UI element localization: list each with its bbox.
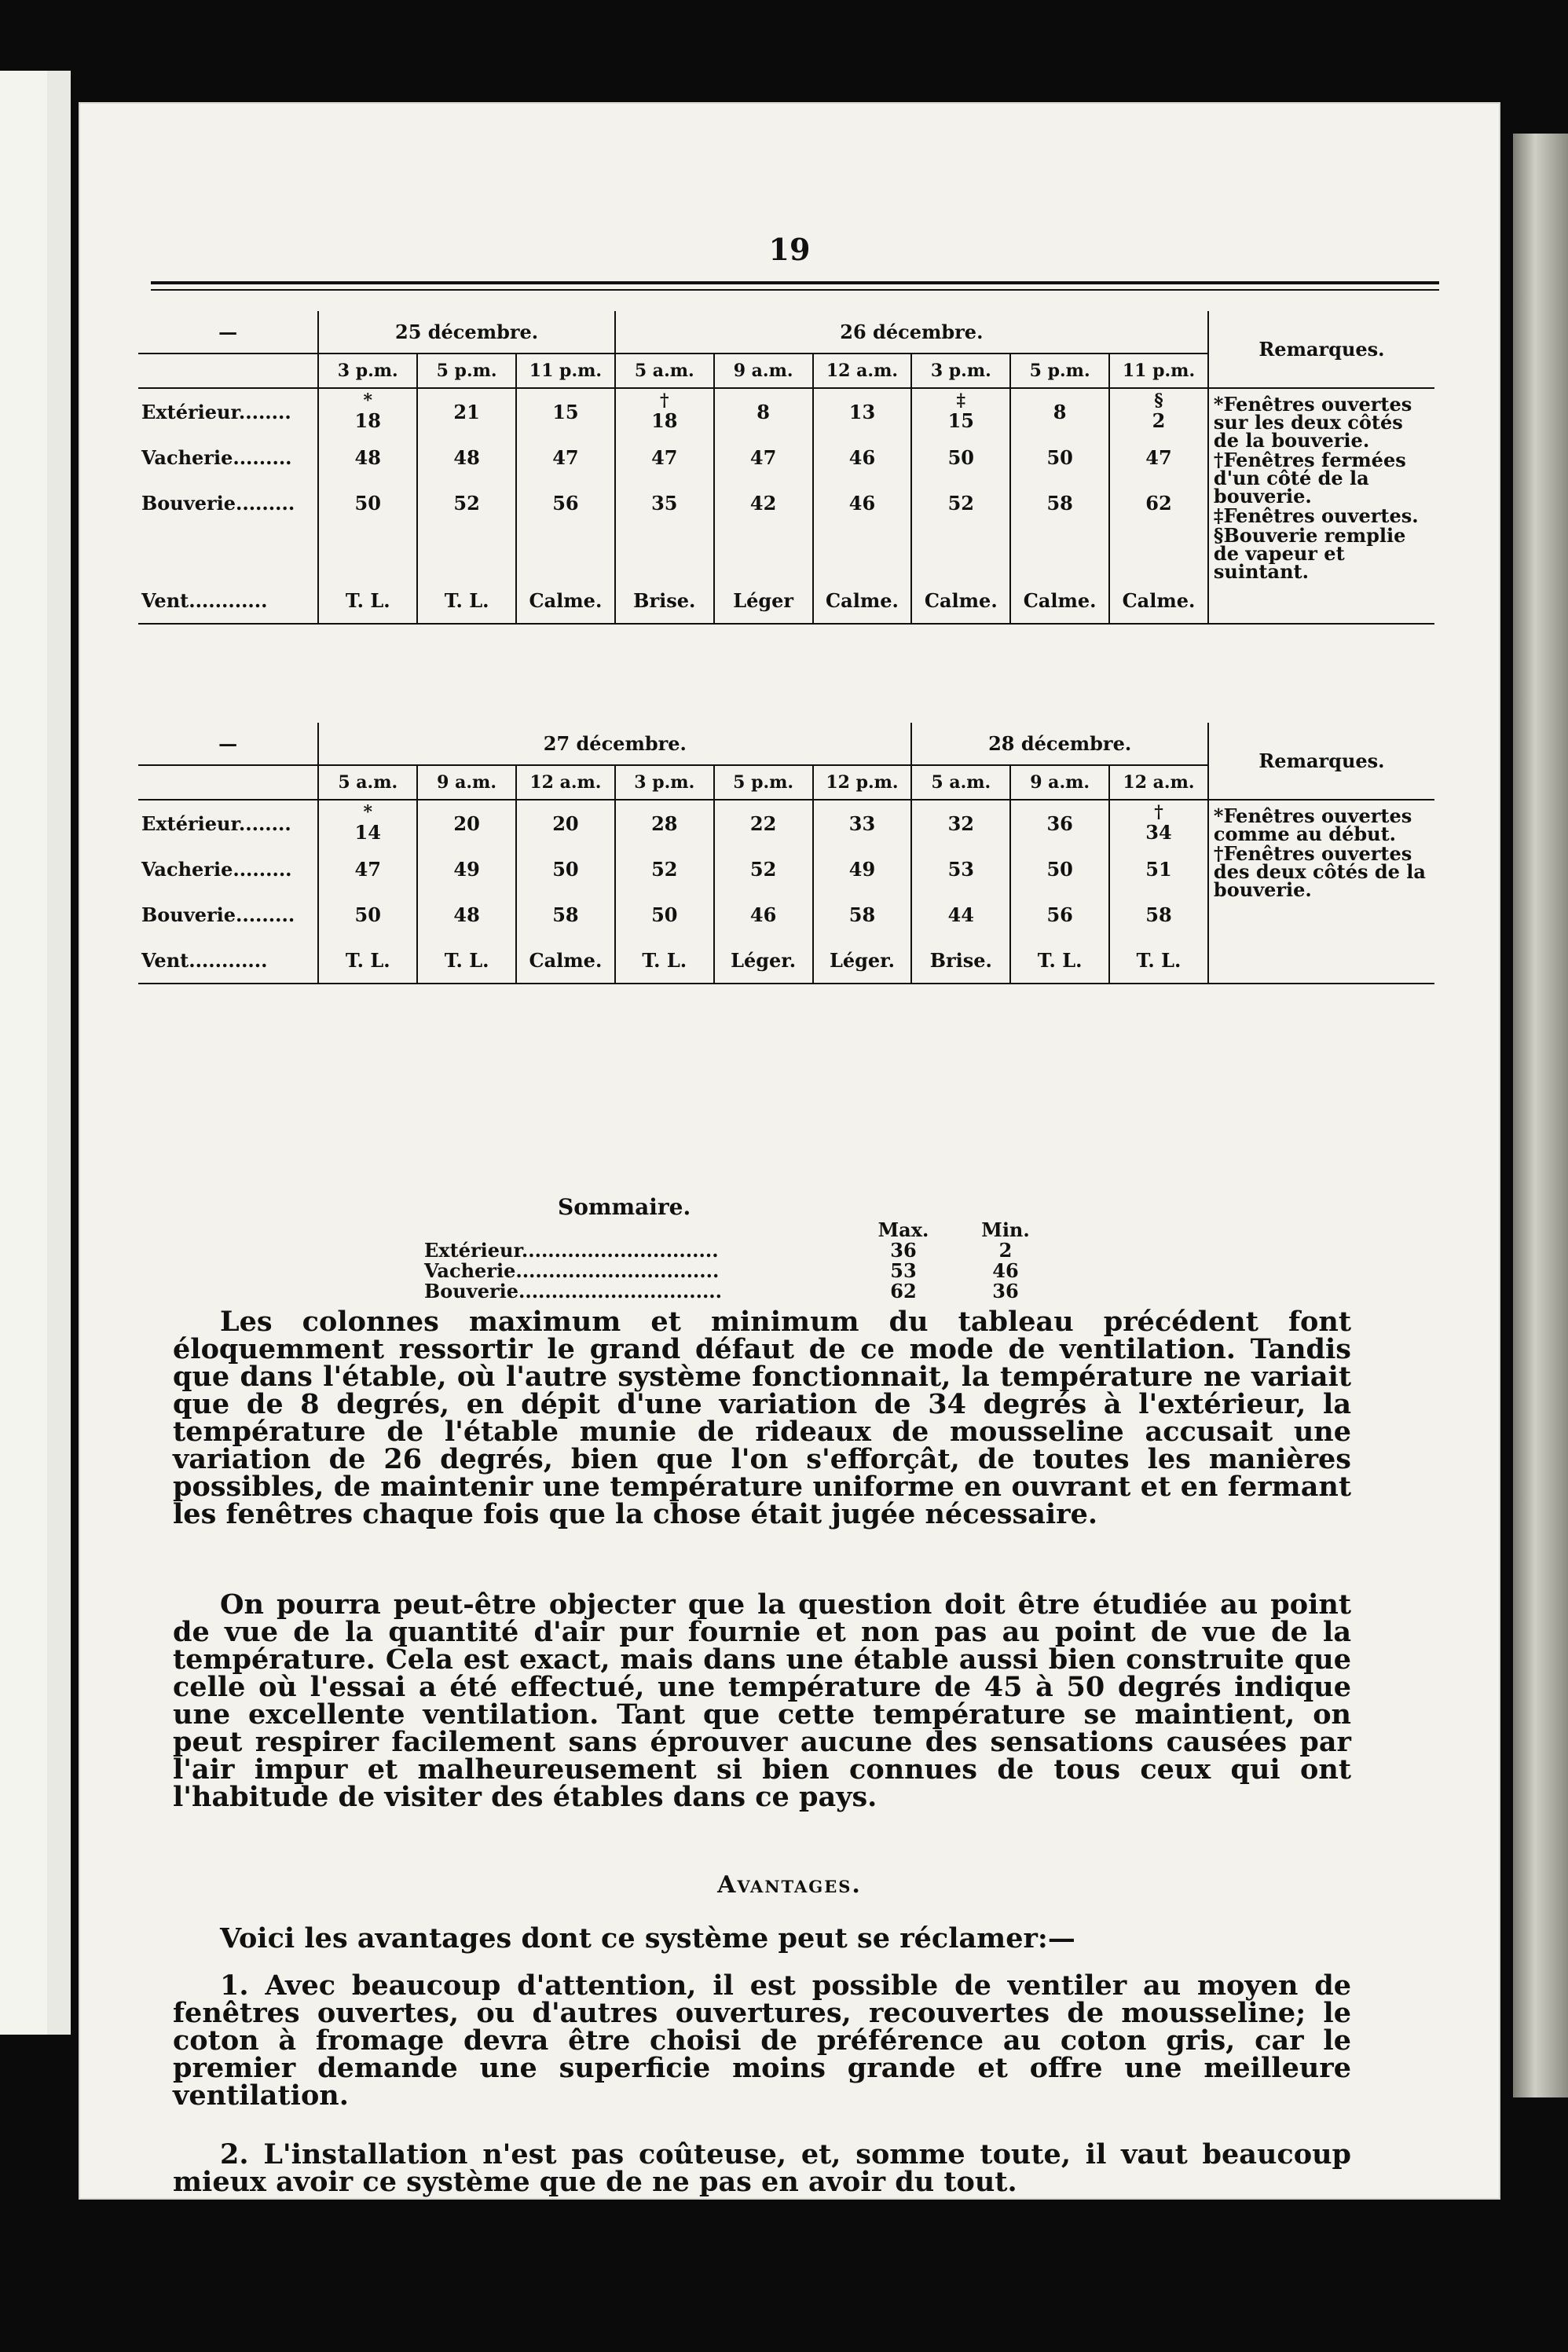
table-cell: 58 bbox=[813, 892, 912, 937]
table-cell: 48 bbox=[318, 434, 417, 480]
book-spine-edge bbox=[1513, 134, 1568, 2097]
summary-row-label: Vacherie............................... bbox=[424, 1259, 720, 1282]
table-cell: T. L. bbox=[1010, 937, 1109, 984]
table-cell: 46 bbox=[813, 480, 912, 526]
table-cell: Léger. bbox=[714, 937, 813, 984]
footnote-symbol: * bbox=[363, 390, 372, 411]
table-cell: Brise. bbox=[615, 526, 714, 624]
table1-corner: — bbox=[218, 321, 238, 343]
table-cell: 35 bbox=[615, 480, 714, 526]
table-cell: T. L. bbox=[417, 526, 516, 624]
table1-hour: 9 a.m. bbox=[714, 354, 813, 388]
table1-remarks-header: Remarques. bbox=[1208, 311, 1434, 388]
table-cell: Calme. bbox=[1010, 526, 1109, 624]
table2-hour: 5 p.m. bbox=[714, 765, 813, 800]
summary-min: 36 bbox=[992, 1280, 1019, 1302]
table1-row-label: Vacherie......... bbox=[141, 445, 292, 469]
table-cell: 49 bbox=[813, 846, 912, 892]
table-cell: 42 bbox=[714, 480, 813, 526]
summary-max: 62 bbox=[890, 1280, 917, 1302]
table1-hour: 11 p.m. bbox=[1109, 354, 1208, 388]
table-cell: Calme. bbox=[516, 937, 615, 984]
remark-note: †Fenêtres fermées d'un côté de la bouverie. bbox=[1213, 449, 1406, 507]
summary-header-row bbox=[424, 1220, 1100, 1240]
table2-row-label: Vent............ bbox=[141, 948, 268, 972]
section-heading-avantages: Avantages. bbox=[717, 1871, 862, 1899]
table2-hour: 3 p.m. bbox=[615, 765, 714, 800]
table-cell: 58 bbox=[1010, 480, 1109, 526]
summary-max: 53 bbox=[890, 1259, 917, 1282]
table-cell: 47 bbox=[318, 846, 417, 892]
table-cell: 46 bbox=[813, 434, 912, 480]
table2-hour: 9 a.m. bbox=[1010, 765, 1109, 800]
paragraph-colonnes: Les colonnes maximum et minimum du tableau précédent font éloquemment ressortir le grand défaut de ce mode de ventilation. Tandis que dans l'étable, où l'autre système fonctionnait, la température ne variait que de 8 degrés, en dépit d'une variation de 34 degrés à l'extérieur, la température de l'étable munie de rideaux de mousseline accusait une variation de 26 degrés, bien que l'on s'efforçât, de toutes les manières possibles, de maintenir une température uniforme en ouvrant et en fermant les fenêtres chaque fois que la chose était jugée nécessaire. bbox=[173, 1306, 1351, 1530]
table1-hour: 3 p.m. bbox=[318, 354, 417, 388]
table1-row-label: Bouverie......... bbox=[141, 491, 295, 515]
summary-row-label: Extérieur.............................. bbox=[424, 1239, 719, 1262]
table-cell: Léger bbox=[714, 526, 813, 624]
table2-row-label: Extérieur........ bbox=[141, 811, 291, 835]
table-cell: T. L. bbox=[1109, 937, 1208, 984]
footnote-symbol: † bbox=[1154, 801, 1163, 822]
table1-row-label: Vent............ bbox=[141, 589, 268, 612]
table-cell: 21 bbox=[453, 400, 480, 423]
table-cell: 20 bbox=[552, 811, 579, 835]
table1-hour: 11 p.m. bbox=[516, 354, 615, 388]
table-cell: Calme. bbox=[516, 526, 615, 624]
table-cell: T. L. bbox=[318, 526, 417, 624]
table-cell: 53 bbox=[911, 846, 1010, 892]
table-cell: 18 bbox=[651, 408, 678, 432]
table-cell: T. L. bbox=[615, 937, 714, 984]
table-cell: 51 bbox=[1109, 846, 1208, 892]
table-cell: 50 bbox=[1010, 846, 1109, 892]
table-cell: Calme. bbox=[1109, 526, 1208, 624]
table-cell: 50 bbox=[318, 480, 417, 526]
table-cell: Brise. bbox=[911, 937, 1010, 984]
table2-hour: 5 a.m. bbox=[318, 765, 417, 800]
table1-hour: 5 a.m. bbox=[615, 354, 714, 388]
table-cell: 56 bbox=[1010, 892, 1109, 937]
page-number: 19 bbox=[768, 232, 811, 267]
table-cell: 13 bbox=[848, 400, 876, 423]
table-cell: 8 bbox=[1053, 400, 1067, 423]
paragraph-intro-avantages: Voici les avantages dont ce système peut se réclamer:— bbox=[220, 1922, 1075, 1955]
footnote-symbol: § bbox=[1154, 390, 1163, 411]
table2-hour: 12 a.m. bbox=[516, 765, 615, 800]
footnote-symbol: * bbox=[363, 801, 372, 822]
table1-hour: 3 p.m. bbox=[911, 354, 1010, 388]
table1-date-25: 25 décembre. bbox=[318, 311, 615, 354]
table2-date-28: 28 décembre. bbox=[911, 723, 1208, 765]
table-cell: 20 bbox=[453, 811, 480, 835]
table-cell: 44 bbox=[911, 892, 1010, 937]
summary-min: 46 bbox=[992, 1259, 1019, 1282]
document-page bbox=[79, 102, 1500, 2200]
table-cell: 32 bbox=[947, 811, 974, 835]
table2-row-label: Bouverie......... bbox=[141, 903, 295, 926]
table1-row-label: Extérieur........ bbox=[141, 400, 291, 423]
table-cell: 47 bbox=[1109, 434, 1208, 480]
table-cell: 52 bbox=[615, 846, 714, 892]
table-cell: 47 bbox=[615, 434, 714, 480]
table-cell: 48 bbox=[417, 434, 516, 480]
table-cell: 47 bbox=[516, 434, 615, 480]
table-cell: 52 bbox=[911, 480, 1010, 526]
table1-date-26: 26 décembre. bbox=[615, 311, 1208, 354]
table-cell: 15 bbox=[552, 400, 579, 423]
table-cell: 50 bbox=[516, 846, 615, 892]
paragraph-avantage-1: 1. Avec beaucoup d'attention, il est possible de ventiler au moyen de fenêtres ouvertes, ou d'autres ouvertures, recouvertes de mousseline; le coton à fromage devra être choisi de préférence au coton gris, car le premier demande une superficie moins grande et offre une meilleure ventilation. bbox=[173, 1969, 1351, 2112]
table-cell: 50 bbox=[911, 434, 1010, 480]
table-cell: T. L. bbox=[318, 937, 417, 984]
previous-page-edge bbox=[0, 71, 71, 2035]
summary-row bbox=[424, 1261, 1100, 1281]
footnote-symbol: ‡ bbox=[956, 390, 966, 411]
table-cell: 49 bbox=[417, 846, 516, 892]
table-cell: T. L. bbox=[417, 937, 516, 984]
table-cell: 18 bbox=[354, 408, 381, 432]
table1-hour: 5 p.m. bbox=[1010, 354, 1109, 388]
table-cell: 15 bbox=[947, 408, 974, 432]
table2-remarks bbox=[1208, 800, 1434, 984]
top-rule bbox=[151, 281, 1439, 284]
table-cell: 14 bbox=[354, 820, 381, 844]
table2-corner: — bbox=[218, 732, 238, 755]
summary-min-label: Min. bbox=[981, 1218, 1030, 1241]
table-cell: Calme. bbox=[813, 526, 912, 624]
table-cell: 50 bbox=[1010, 434, 1109, 480]
remark-note: †Fenêtres ouvertes des deux côtés de la bouverie. bbox=[1213, 842, 1426, 901]
table-cell: Calme. bbox=[911, 526, 1010, 624]
table-cell: 22 bbox=[749, 811, 777, 835]
summary-max: 36 bbox=[890, 1239, 917, 1262]
table2-hour: 5 a.m. bbox=[911, 765, 1010, 800]
table1-hour: 12 a.m. bbox=[813, 354, 912, 388]
summary-row bbox=[424, 1281, 1100, 1302]
remark-note: *Fenêtres ouvertes sur les deux côtés de la bouverie. bbox=[1213, 393, 1412, 452]
table-cell: 58 bbox=[1109, 892, 1208, 937]
table-cell: 46 bbox=[714, 892, 813, 937]
table1-hour: 5 p.m. bbox=[417, 354, 516, 388]
table2-hour: 12 p.m. bbox=[813, 765, 912, 800]
summary-row bbox=[424, 1240, 1100, 1261]
table-cell: Léger. bbox=[813, 937, 912, 984]
observation-table-1 bbox=[138, 311, 1434, 625]
table-cell: 56 bbox=[516, 480, 615, 526]
paragraph-avantage-2: 2. L'installation n'est pas coûteuse, et, somme toute, il vaut beaucoup mieux avoir ce système que de ne pas en avoir du tout. bbox=[173, 2138, 1351, 2198]
table-cell: 47 bbox=[714, 434, 813, 480]
paragraph-objecter: On pourra peut-être objecter que la question doit être étudiée au point de vue de la quantité d'air pur fournie et non pas au point de vue de la température. Cela est exact, mais dans une étable aussi bien construite que celle où l'essai a été effectué, une température de 45 à 50 degrés indique une excellente ventilation. Tant que cette température se maintient, on peut respirer facilement sans éprouver aucune des sensations causées par l'air impur et malheureusement si bien connues de tous ceux qui ont l'habitude de visiter des étables dans ce pays. bbox=[173, 1588, 1351, 1813]
observation-table-2 bbox=[138, 723, 1434, 984]
remark-note: ‡Fenêtres ouvertes. bbox=[1213, 504, 1419, 527]
table-cell: 50 bbox=[318, 892, 417, 937]
table2-remarks-header: Remarques. bbox=[1208, 723, 1434, 800]
table-cell: 62 bbox=[1109, 480, 1208, 526]
table2-hour: 12 a.m. bbox=[1109, 765, 1208, 800]
footnote-symbol: † bbox=[660, 390, 669, 411]
table-cell: 33 bbox=[848, 811, 876, 835]
summary-block bbox=[424, 1194, 1100, 1302]
table2-row-label: Vacherie......... bbox=[141, 857, 292, 881]
table-cell: 58 bbox=[516, 892, 615, 937]
summary-title: Sommaire. bbox=[558, 1194, 691, 1220]
table2-date-27: 27 décembre. bbox=[318, 723, 911, 765]
summary-row-label: Bouverie............................... bbox=[424, 1280, 723, 1302]
table-cell: 34 bbox=[1145, 820, 1172, 844]
table-cell: 52 bbox=[714, 846, 813, 892]
remark-note: *Fenêtres ouvertes comme au début. bbox=[1213, 804, 1412, 845]
summary-min: 2 bbox=[998, 1239, 1013, 1262]
remark-note: §Bouverie remplie de vapeur et suintant. bbox=[1213, 524, 1406, 583]
top-rule-thin bbox=[151, 289, 1439, 291]
table-cell: 2 bbox=[1152, 408, 1166, 432]
summary-max-label: Max. bbox=[877, 1218, 929, 1241]
table-cell: 48 bbox=[417, 892, 516, 937]
table-cell: 50 bbox=[615, 892, 714, 937]
table-cell: 28 bbox=[651, 811, 678, 835]
table-cell: 36 bbox=[1046, 811, 1073, 835]
table1-remarks bbox=[1208, 388, 1434, 624]
table-cell: 8 bbox=[757, 400, 770, 423]
table-cell: 52 bbox=[417, 480, 516, 526]
table2-hour: 9 a.m. bbox=[417, 765, 516, 800]
